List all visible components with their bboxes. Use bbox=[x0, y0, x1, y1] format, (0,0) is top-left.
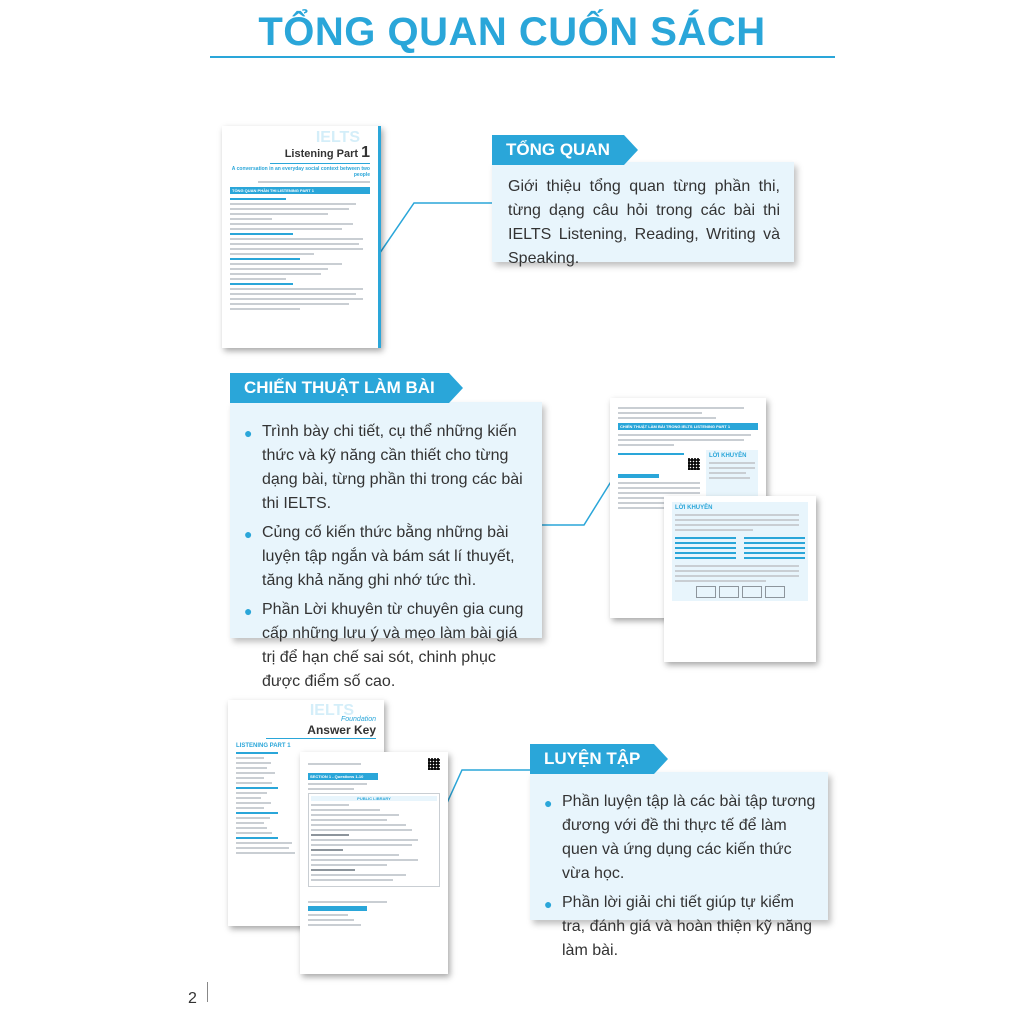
advice-page-thumbnail: LỜI KHUYÊN bbox=[664, 496, 816, 662]
overview-tag: TỔNG QUAN bbox=[492, 135, 624, 165]
listening-part-thumbnail bbox=[222, 126, 381, 348]
practice-tag: LUYỆN TẬP bbox=[530, 744, 654, 774]
strategy-page-bar: CHIẾN THUẬT LÀM BÀI TRONG IELTS LISTENING PART 1 bbox=[618, 423, 758, 430]
practice-box-label: PUBLIC LIBRARY bbox=[311, 796, 437, 801]
practice-bullet: ● Phần luyện tập là các bài tập tương đương với đề thi thực tế để làm quen và ứng dụng các kiến thức vừa học. bbox=[544, 793, 816, 882]
answer-key-watermark: IELTS bbox=[309, 702, 354, 719]
advice-label: LỜI KHUYÊN bbox=[709, 453, 747, 459]
strategy-panel bbox=[230, 402, 542, 690]
page-number: 2 bbox=[188, 990, 197, 1007]
thumbnail-heading: Listening Part bbox=[284, 148, 359, 160]
practice-section-bar: SECTION 1 - Questions 1-10 bbox=[308, 773, 378, 780]
overview-text: Giới thiệu tổng quan từng phần thi, từng dạng câu hỏi trong các bài thi IELTS Listening, Reading, Writing và Speaking. bbox=[508, 178, 780, 267]
practice-bullet: ● Phần lời giải chi tiết giúp tự kiểm tra, đánh giá và hoàn thiện kỹ năng làm bài. bbox=[544, 894, 812, 959]
practice-page-thumbnail bbox=[300, 752, 448, 974]
thumbnail-section-bar: TỔNG QUAN PHẦN THI LISTENING PART 1 bbox=[230, 187, 370, 194]
strategy-bullet: ● Củng cố kiến thức bằng những bài luyện tập ngắn và bám sát lí thuyết, tăng khả năng ghi nhớ tức thì. bbox=[244, 524, 515, 589]
answer-key-subtitle: Foundation bbox=[340, 716, 376, 723]
thumbnail-watermark: IELTS bbox=[315, 129, 360, 146]
overview-panel bbox=[492, 162, 794, 267]
strategy-bullet: ● Trình bày chi tiết, cụ thể những kiến thức và kỹ năng cần thiết cho từng dạng bài, từng phần thi trong các bài thi IELTS. bbox=[244, 423, 523, 512]
answer-key-list-head: LISTENING PART 1 bbox=[236, 743, 291, 749]
strategy-tag: CHIẾN THUẬT LÀM BÀI bbox=[230, 373, 449, 403]
thumbnail-subtitle: A conversation in an everyday social context between two people bbox=[231, 166, 370, 178]
strategy-bullet: ● Phần Lời khuyên từ chuyên gia cung cấp những lưu ý và mẹo làm bài giá trị để hạn chế sai sót, chinh phục được điểm số cao. bbox=[244, 601, 524, 690]
practice-panel bbox=[530, 772, 828, 959]
page-number-divider bbox=[207, 982, 208, 1002]
answer-key-title: Answer Key bbox=[307, 723, 376, 737]
page-title: TỔNG QUAN CUỐN SÁCH bbox=[258, 10, 766, 54]
thumbnail-part-number: 1 bbox=[361, 144, 370, 161]
